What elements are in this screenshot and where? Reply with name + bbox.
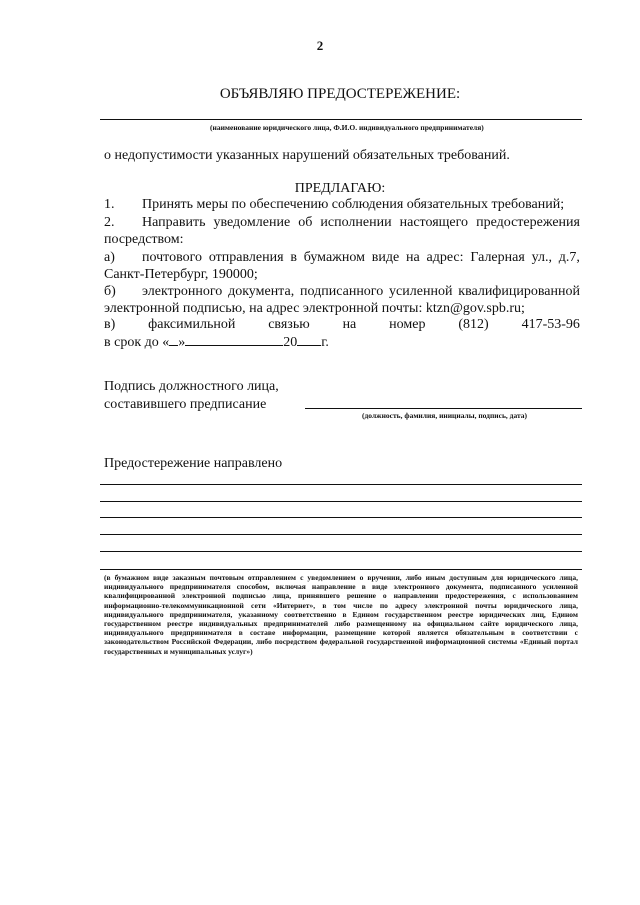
signature-label-line1: Подпись должностного лица, [104,379,279,394]
item-a-word: Галерная [470,250,525,265]
sent-line [100,551,582,552]
item1-number: 1. [104,197,115,212]
propose-heading: ПРЕДЛАГАЮ: [294,181,386,196]
item2-word: уведомление [213,215,291,230]
item-a-word: бумажном [303,250,365,265]
item-b-word: подписанного [300,284,384,299]
item-b-word: усиленной [389,284,453,299]
sent-line [100,517,582,518]
item-a-word: ул., [531,250,552,265]
document-title: ОБЪЯВЛЯЮ ПРЕДОСТЕРЕЖЕНИЕ: [219,86,461,102]
item-b-word: электронного [142,284,223,299]
item-v-word: 417-53-96 [521,317,580,332]
item-a-word: почтового [142,250,203,265]
signature-caption: (должность, фамилия, инициалы, подпись, дата) [362,411,528,420]
item-b-label: б) [104,284,116,299]
item-v-word: номер [389,317,426,332]
sent-line [100,501,582,502]
deadline-mid: » [178,335,186,350]
item2-word: предостережения [476,215,580,230]
sent-line [100,569,582,570]
item-v-word: факсимильной [148,317,236,332]
item-a-word: адрес: [426,250,464,265]
item-v-word: связью [268,317,310,332]
item-v-text [104,316,580,333]
deadline-day-blank [169,333,178,346]
item2-word: Направить [142,215,206,230]
entity-name-line [100,119,582,120]
deadline-month-blank [185,333,283,346]
item-a-word: виде [371,250,400,265]
item2-word: об [298,215,313,230]
item1-text: Принять меры по обеспечению соблюдения обязательных требований; [142,197,565,212]
item-a-word: отправления [208,250,284,265]
item2-number: 2. [104,215,115,230]
footnote: (в бумажном виде заказным почтовым отправлением с уведомлением о вручении, либо иным доступным для юридического лица, индивидуального предпринимателя способом, включая направление в виде электронного документа, подписанного усиленной квалифицированной электронной подписью лица, принявшего решение о направлении предостережения, с использованием информационно-телекоммуникационной сети «Интернет», в том числе по адресу электронной почты юридического лица, индивидуального предпринимателя, указанному соответственно в Едином государственном реестре юридических лиц, Едином государственном реестре индивидуальных предпринимателей либо размещенному на официальном сайте юридического лица, индивидуального предпринимателя в составе информации, размещение которой является обязательным в соответствии с законодательством Российской Федерации, либо посредством федеральной государственной информационной системы «Единый портал государственных и муниципальных услуг») [104,573,578,656]
sent-label: Предостережение направлено [104,456,283,471]
page-number: 2 [316,38,324,53]
item2-text [142,214,580,231]
sent-line [100,534,582,535]
item-a-word: д.7, [558,250,580,265]
deadline-line [104,333,329,351]
item-b-text [142,283,580,300]
item2-word: настоящего [399,215,469,230]
item2-continuation: посредством: [104,232,184,247]
item-a-continuation: Санкт-Петербург, 190000; [104,267,258,282]
item-v-word: в) [104,317,116,332]
signature-label-line2: составившего предписание [104,397,267,412]
signature-line [305,408,582,409]
item-v-word: на [342,317,357,332]
item-b-continuation: электронной подписью, на адрес электронной почты: ktzn@gov.spb.ru; [104,301,525,316]
deadline-year-blank [297,333,321,346]
item-a-label: а) [104,250,115,265]
deadline-suffix: г. [321,335,329,350]
item-v-word: (812) [458,317,489,332]
inadmissibility-text: о недопустимости указанных нарушений обязательных требований. [104,148,510,163]
deadline-prefix: в срок до « [104,335,170,350]
item-b-word: квалифицированной [458,284,580,299]
item-b-word: документа, [228,284,295,299]
item2-word: исполнении [320,215,392,230]
deadline-year: 20 [283,335,298,350]
sent-line [100,484,582,485]
item-a-text [142,249,580,266]
item-a-word: в [290,250,297,265]
item-a-word: на [406,250,420,265]
entity-caption: (наименование юридического лица, Ф.И.О. индивидуального предпринимателя) [210,123,484,132]
